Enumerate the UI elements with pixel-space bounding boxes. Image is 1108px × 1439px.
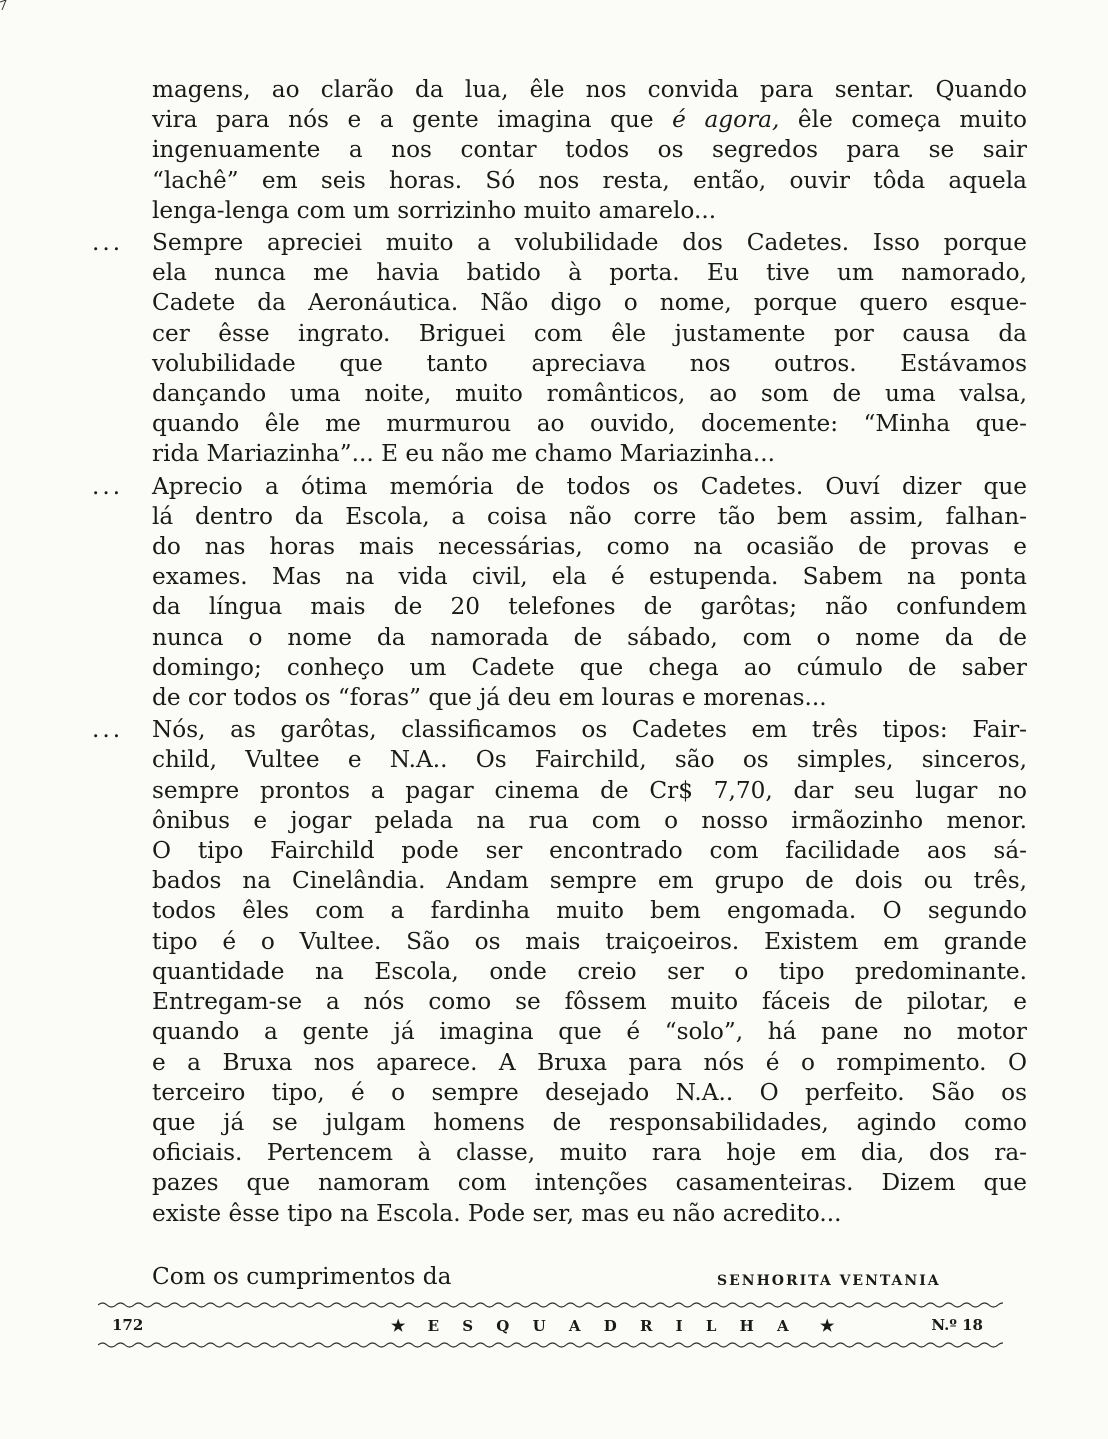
text-line: tipo é o Vultee. São os mais traiçoeiros. Existem em grande xyxy=(152,927,1027,955)
journal-title-line xyxy=(383,1316,842,1335)
text-line: todos êles com a fardinha muito bem engomada. O segundo xyxy=(152,897,1027,925)
text-line: “lachê” em seis horas. Só nos resta, então, ouvir tôda aquela xyxy=(152,166,1027,194)
paragraph-lead-ellipsis: ... xyxy=(92,472,124,500)
closing-line xyxy=(152,1262,952,1292)
emphasis-text: é agora, xyxy=(672,106,780,134)
text-line: volubilidade que tanto apreciava nos outros. Estávamos xyxy=(152,349,1027,377)
text-line: de cor todos os “foras” que já deu em louras e morenas... xyxy=(152,684,827,712)
text-line: e a Bruxa nos aparece. A Bruxa para nós é o rompimento. O xyxy=(152,1048,1027,1076)
author-signature: SENHORITA VENTANIA xyxy=(717,1273,941,1289)
text-line: exames. Mas na vida civil, ela é estupenda. Sabem na ponta xyxy=(152,563,1027,591)
text-line: sempre prontos a pagar cinema de Cr$ 7,70, dar seu lugar no xyxy=(152,776,1027,804)
paragraph-4 xyxy=(92,715,1027,1228)
corner-scan-mark xyxy=(0,0,8,10)
text-line: nunca o nome da namorada de sábado, com o nome da de xyxy=(152,623,1027,651)
text-line: Nós, as garôtas, classificamos os Cadetes em três tipos: Fair- xyxy=(152,716,1027,744)
text-line: lenga-lenga com um sorrizinho muito amarelo... xyxy=(152,196,717,224)
text-line: domingo; conheço um Cadete que chega ao cúmulo de saber xyxy=(152,653,1027,681)
text-line: ela nunca me havia batido à porta. Eu tive um namorado, xyxy=(152,259,1027,287)
paragraph-1 xyxy=(92,75,1027,226)
page-footer xyxy=(98,1300,1003,1360)
text-line: O tipo Fairchild pode ser encontrado com facilidade aos sá- xyxy=(152,837,1027,865)
text-line: oficiais. Pertencem à classe, muito rara hoje em dia, dos ra- xyxy=(152,1139,1027,1167)
text-line: ingenuamente a nos contar todos os segredos para se sair xyxy=(152,136,1027,164)
text-line: pazes que namoram com intenções casamenteiras. Dizem que xyxy=(152,1169,1027,1197)
paragraph-3 xyxy=(92,472,1027,714)
text-line: existe êsse tipo na Escola. Pode ser, mas eu não acredito... xyxy=(152,1199,842,1227)
text-line: dançando uma noite, muito românticos, ao som de uma valsa, xyxy=(152,380,1027,408)
paragraph-2 xyxy=(92,228,1027,470)
text-line: quando êle me murmurou ao ouvido, docemente: “Minha que- xyxy=(152,410,1027,438)
text-line: lá dentro da Escola, a coisa não corre tão bem assim, falhan- xyxy=(152,502,1027,530)
footer-row xyxy=(98,1314,1003,1338)
closing-text: Com os cumprimentos da xyxy=(152,1263,452,1290)
text-line: rida Mariazinha”... E eu não me chamo Mariazinha... xyxy=(152,440,775,468)
star-icon-left: ★ xyxy=(391,1316,406,1335)
text-line: child, Vultee e N.A.. Os Fairchild, são os simples, sinceros, xyxy=(152,746,1027,774)
text-line: cer êsse ingrato. Briguei com êle justamente por causa da xyxy=(152,319,1027,347)
text-line: Aprecio a ótima memória de todos os Cadetes. Ouví dizer que xyxy=(152,472,1027,500)
text-line: ônibus e jogar pelada na rua com o nosso irmãozinho menor. xyxy=(152,806,1027,834)
footer-wavy-rule-top xyxy=(98,1300,1003,1310)
text-line: quando a gente já imagina que é “solo”, há pane no motor xyxy=(152,1018,1027,1046)
star-icon-right: ★ xyxy=(819,1316,835,1335)
footer-wavy-rule-bottom xyxy=(98,1340,1003,1350)
text-line: vira para nós e a gente imagina que é agora, êle começa muito xyxy=(152,106,1027,134)
text-line: terceiro tipo, é o sempre desejado N.A.. O perfeito. São os xyxy=(152,1078,1027,1106)
paragraph-lead-ellipsis: ... xyxy=(92,716,124,744)
text-line: Entregam-se a nós como se fôssem muito fáceis de pilotar, e xyxy=(152,988,1027,1016)
issue-number: N.º 18 xyxy=(931,1316,983,1334)
journal-title: E S Q U A D R I L H A xyxy=(427,1317,798,1335)
text-line: Cadete da Aeronáutica. Não digo o nome, porque quero esque- xyxy=(152,289,1027,317)
article-body xyxy=(92,75,1027,1231)
text-line: quantidade na Escola, onde creio ser o tipo predominante. xyxy=(152,957,1027,985)
text-line: magens, ao clarão da lua, êle nos convida para sentar. Quando xyxy=(152,76,1027,103)
text-line: Sempre apreciei muito a volubilidade dos Cadetes. Isso porque xyxy=(152,229,1027,257)
paragraph-lead-ellipsis: ... xyxy=(92,229,124,257)
text-line: bados na Cinelândia. Andam sempre em grupo de dois ou três, xyxy=(152,867,1027,895)
text-line: da língua mais de 20 telefones de garôtas; não confundem xyxy=(152,593,1027,621)
text-line: que já se julgam homens de responsabilidades, agindo como xyxy=(152,1108,1027,1136)
text-line: do nas horas mais necessárias, como na ocasião de provas e xyxy=(152,533,1027,561)
page-number: 172 xyxy=(112,1316,144,1334)
